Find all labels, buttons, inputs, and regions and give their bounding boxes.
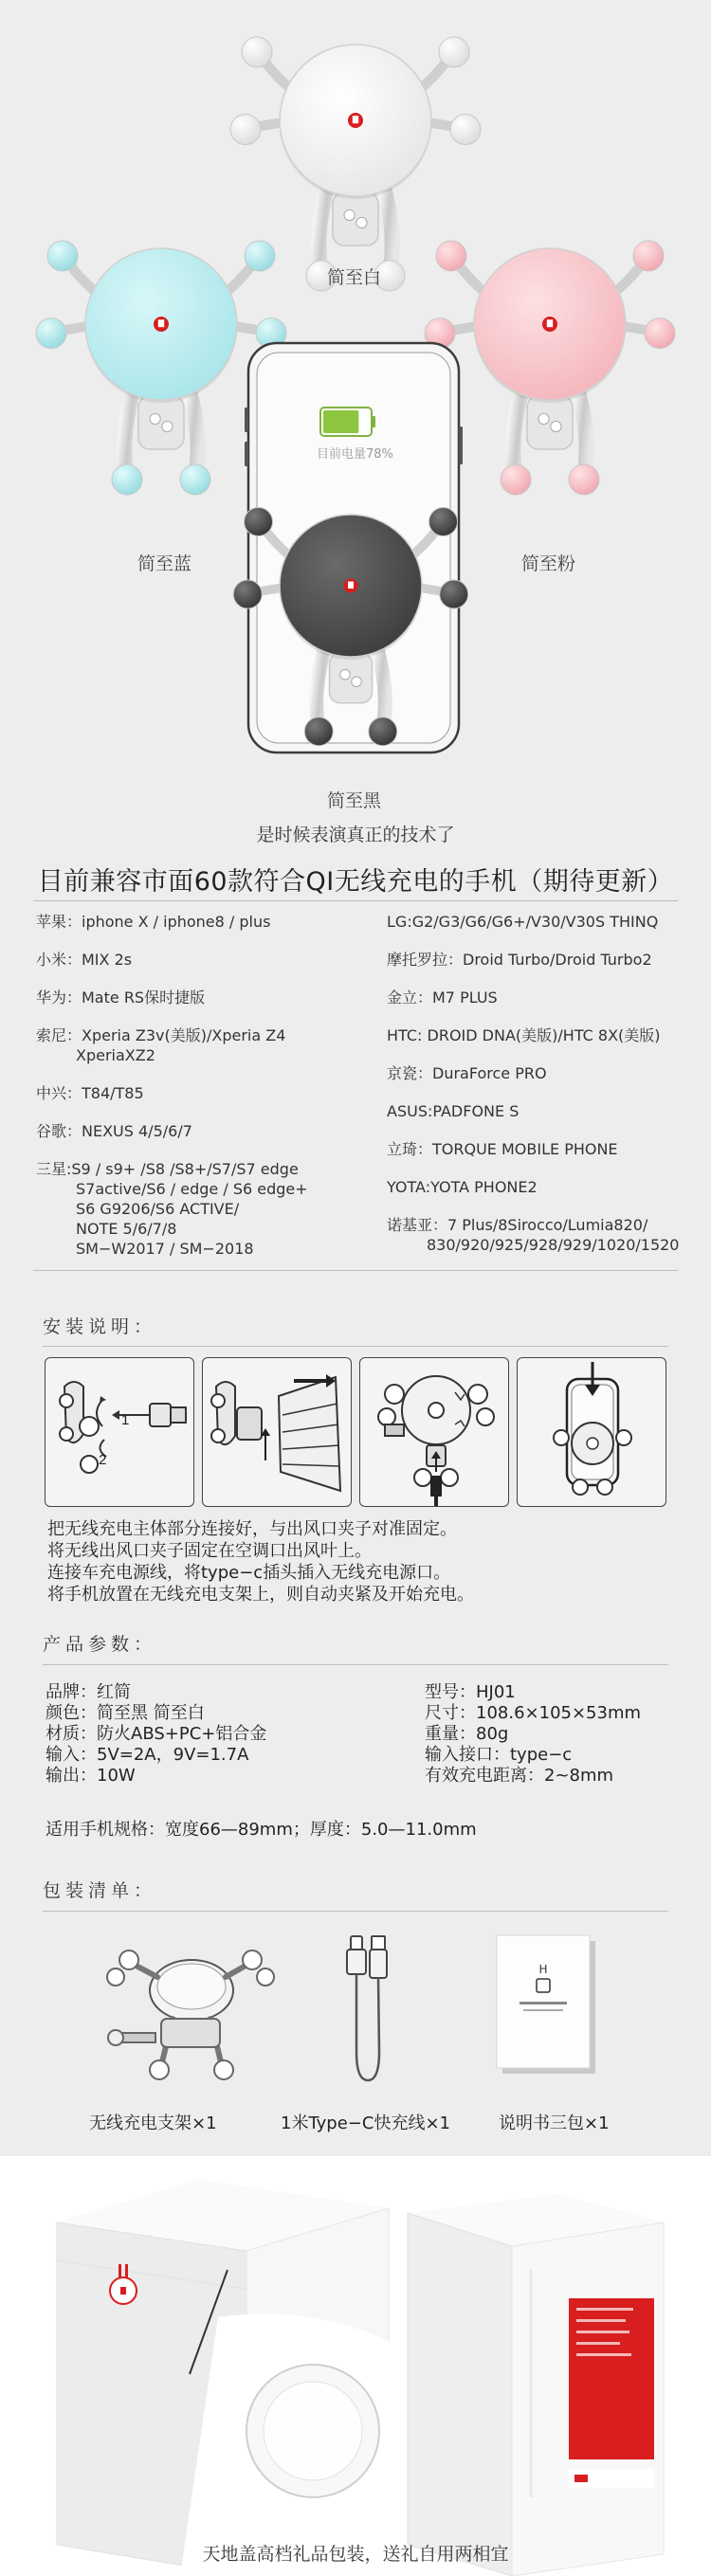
compat-row [36, 988, 205, 1007]
params-heading-rule [43, 1664, 668, 1665]
install-heading-rule [43, 1346, 668, 1347]
compat-line: 索尼：Xperia Z3v(美版)/Xperia Z4 [36, 1026, 286, 1044]
compat-row [387, 1025, 661, 1045]
params-heading: 产品参数： [43, 1634, 157, 1655]
param-material: 材质：防火ABS+PC+铝合金 [46, 1724, 267, 1744]
package-item-holder: 无线充电支架×1 [89, 2113, 217, 2133]
compat-row [36, 1159, 308, 1259]
compat-row [387, 1215, 679, 1255]
gift-box-illustration [0, 2156, 711, 2576]
compat-row [36, 1083, 144, 1103]
svg-text:H: H [538, 1963, 548, 1976]
compat-row [36, 1121, 192, 1141]
compat-row [387, 1177, 538, 1197]
gift-box-section [0, 2156, 711, 2576]
package-heading-rule [43, 1911, 668, 1912]
install-step-1 [45, 1357, 194, 1507]
param-weight: 重量：80g [425, 1724, 509, 1744]
hero-section [0, 0, 711, 815]
compat-line-cont: XperiaXZ2 [76, 1046, 155, 1064]
compat-line: 立琦：TORQUE MOBILE PHONE [387, 1140, 618, 1158]
compat-line: 苹果：iphone X / iphone8 / plus [36, 913, 271, 931]
compat-line: 金立：M7 PLUS [387, 989, 498, 1007]
param-input: 输入：5V=2A，9V=1.7A [46, 1745, 249, 1765]
package-holder-drawing [95, 1924, 284, 2090]
compat-line: HTC: DROID DNA(美版)/HTC 8X(美版) [387, 1026, 661, 1044]
compat-line: 三星:S9 / s9+ /S8 /S8+/S7/S7 edge [36, 1160, 299, 1178]
package-heading: 包装清单： [43, 1880, 157, 1901]
step-mark-2: 2 [99, 1452, 107, 1468]
compat-row [387, 912, 658, 932]
compat-line: 中兴：T84/T85 [36, 1084, 144, 1102]
install-instructions [47, 1518, 474, 1605]
compat-line: 小米：MIX 2s [36, 951, 133, 969]
install-line-4: 将手机放置在无线充电支架上，则自动夹紧及开始充电。 [47, 1585, 474, 1605]
install-step-4 [517, 1357, 666, 1507]
compat-line-cont: S7active/S6 / edge / S6 edge+ [76, 1180, 308, 1198]
param-brand: 品牌：红简 [46, 1682, 131, 1702]
compat-line: ASUS:PADFONE S [387, 1102, 520, 1120]
compat-row [387, 1139, 618, 1159]
compat-row [387, 1063, 547, 1083]
compat-line-cont: 830/920/925/928/929/1020/1520 [427, 1236, 680, 1254]
hero-tagline: 是时候表演真正的技术了 [256, 825, 455, 845]
package-item-manual: 说明书三包×1 [499, 2113, 610, 2133]
gift-box-caption: 天地盖高档礼品包装，送礼自用两相宜 [202, 2544, 509, 2565]
hero-illustration [0, 0, 711, 815]
install-step-2 [202, 1357, 352, 1507]
compat-row [387, 1101, 519, 1121]
compat-line: 诺基亚：7 Plus/8Sirocco/Lumia820/ [387, 1216, 648, 1234]
package-item-cable: 1米Type−C快充线×1 [281, 2113, 450, 2133]
compat-row [36, 1025, 285, 1065]
param-phone-spec: 适用手机规格：宽度66—89mm；厚度：5.0—11.0mm [46, 1820, 477, 1840]
param-distance: 有效充电距离：2~8mm [425, 1766, 614, 1786]
battery-level-fill [323, 410, 358, 433]
package-cable-drawing [332, 1929, 398, 2090]
install-line-1: 把无线充电主体部分连接好，与出风口夹子对准固定。 [47, 1519, 457, 1539]
compat-line-cont: SM−W2017 / SM−2018 [76, 1240, 254, 1258]
compat-row [36, 950, 132, 970]
battery-text: 目前电量78% [317, 447, 393, 462]
label-blue: 简至蓝 [137, 553, 192, 574]
compat-line-cont: NOTE 5/6/7/8 [76, 1220, 177, 1238]
param-size: 尺寸：108.6×105×53mm [425, 1703, 642, 1723]
param-output: 输出：10W [46, 1766, 136, 1786]
install-line-2: 将无线出风口夹子固定在空调口出风叶上。 [47, 1541, 372, 1561]
compat-line: YOTA:YOTA PHONE2 [387, 1178, 538, 1196]
install-heading: 安装说明： [43, 1316, 157, 1337]
compat-row [387, 950, 652, 970]
param-port: 输入接口：type−c [425, 1745, 573, 1765]
compat-line: 摩托罗拉：Droid Turbo/Droid Turbo2 [387, 951, 652, 969]
compat-line-cont: S6 G9206/S6 ACTIVE/ [76, 1200, 240, 1218]
compat-row [36, 912, 270, 932]
compat-title-rule [33, 900, 678, 901]
compat-line: LG:G2/G3/G6/G6+/V30/V30S THINQ [387, 913, 659, 931]
compat-bottom-rule [33, 1270, 678, 1271]
compat-title: 目前兼容市面60款符合QI无线充电的手机（期待更新） [37, 867, 674, 897]
label-black: 简至黑 [327, 790, 382, 811]
install-line-3: 连接车充电源线，将type−c插头插入无线充电源口。 [47, 1563, 451, 1583]
step-mark-1: 1 [121, 1412, 130, 1428]
label-pink: 简至粉 [521, 553, 576, 574]
param-color: 颜色：简至黑 简至白 [46, 1703, 205, 1723]
install-step-3 [359, 1357, 509, 1507]
compat-row [387, 988, 498, 1007]
package-manual-drawing [495, 1933, 599, 2076]
compat-line: 华为：Mate RS保时捷版 [36, 989, 206, 1007]
param-model: 型号：HJ01 [425, 1682, 516, 1702]
label-white: 简至白 [327, 267, 382, 288]
compat-line: 京瓷：DuraForce PRO [387, 1064, 547, 1082]
compat-line: 谷歌：NEXUS 4/5/6/7 [36, 1122, 192, 1140]
battery-indicator [320, 408, 375, 436]
